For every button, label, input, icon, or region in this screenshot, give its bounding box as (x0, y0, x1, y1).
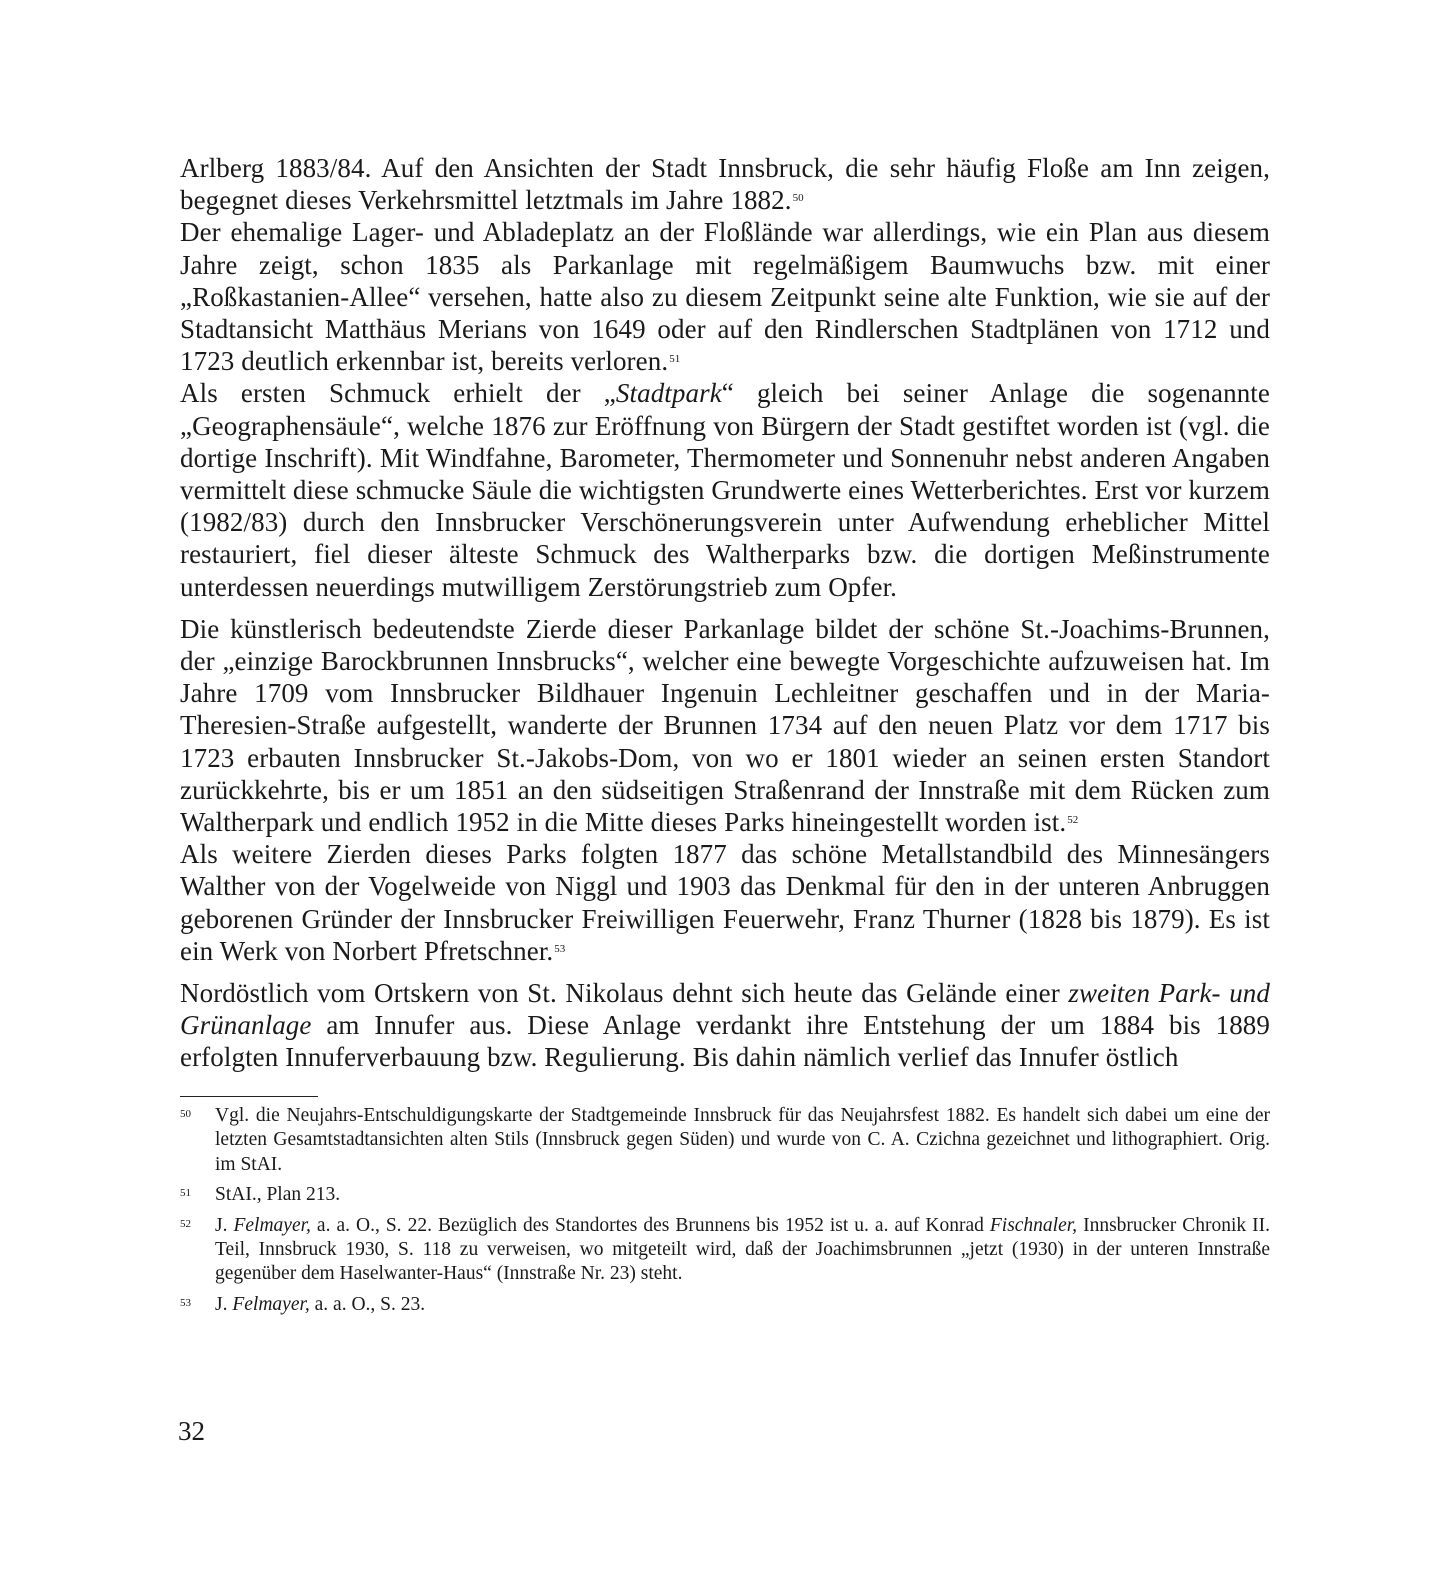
footnote-text: StAI., Plan 213. (215, 1184, 341, 1206)
paragraph-1-text-d: “ gleich bei seiner Anlage die sogenannte „Geographensäule“, welche 1876 zur Eröffnung von Bürgern der Stadt gestiftet worden ist (vgl. die dortige Inschrift). Mit Windfahne, Barometer, Thermometer und Sonnenuhr nebst anderen Angaben vermittelt diese schmucke Säule die wichtigsten Grundwerte eines Wetterberichtes. Erst vor kurzem (1982/83) durch den Innsbrucker Verschönerungsverein unter Aufwendung erheblicher Mittel restauriert, fiel dieser älteste Schmuck des Waltherparks bzw. die dortigen Meßinstrumente unterdessen neuerdings mutwilligem Zerstörungstrieb zum Opfer. (180, 378, 1270, 602)
paragraph-2-text-b: Als weitere Zierden dieses Parks folgten 1877 das schöne Metallstandbild des Minnesängers Walther von der Vogelweide von Niggl und 1903 das Denkmal für den in der unteren Anbruggen geborenen Gründer der Innsbrucker Freiwilligen Feuerwehr, Franz Thurner (1828 bis 1879). Es ist ein Werk von Norbert Pfretschner. (180, 839, 1270, 966)
footnote-text-c: Innsbrucker Chronik II. Teil, Innsbruck 1930, S. 118 zu verweisen, wo mitgeteilt wird, daß der Joachimsbrunnen „jetzt (1930) in der unteren Innstraße gegenüber dem Haselwanter-Haus“ (Innstraße Nr. 23) steht. (215, 1214, 1270, 1285)
footnote-text-a: J. (215, 1214, 234, 1236)
paragraph-2 (180, 613, 1270, 967)
footnote-text: Vgl. die Neujahrs-Entschuldigungskarte der Stadtgemeinde Innsbruck für das Neujahrsfest 1882. Es handelt sich dabei um eine der letzten Gesamtstadtansichten alten Stils (Innsbruck gegen Süden) und wurde von C. A. Czichna gezeichnet und lithographiert. Orig. im StAI. (215, 1105, 1270, 1175)
author-name: Fischnaler, (989, 1214, 1078, 1236)
paragraph-1-text-b: Der ehemalige Lager- und Abladeplatz an der Floßlände war allerdings, wie ein Plan aus diesem Jahre zeigt, schon 1835 als Parkanlage mit regelmäßigem Baumwuchs bzw. mit einer „Roßkastanien-Allee“ versehen, hatte also zu diesem Zeitpunkt seine alte Funktion, wie sie auf der Stadtansicht Matthäus Merians von 1649 oder auf den Rindlerschen Stadtplänen von 1712 und 1723 deutlich erkennbar ist, bereits verloren. (180, 217, 1270, 377)
footnote-text (215, 1293, 1270, 1317)
footnote-50 (180, 1104, 1270, 1177)
footnote-ref-53: 53 (554, 942, 566, 955)
footnote-ref-52: 52 (1067, 814, 1079, 827)
footnote-51 (180, 1183, 1270, 1207)
park-emphasis: zweiten Park- und Grünanlage (180, 978, 1270, 1041)
paragraph-3-text-a: Nordöstlich vom Ortskern von St. Nikolaus dehnt sich heute das Gelände einer (180, 978, 1069, 1009)
stadtpark-emphasis: Stadtpark (615, 378, 722, 409)
footnotes (180, 1104, 1270, 1323)
paragraph-1 (180, 152, 1270, 603)
paragraph-3-text-b: am Innufer aus. Diese Anlage verdankt ihre Entstehung der um 1884 bis 1889 erfolgten Innuferverbauung bzw. Regulierung. Bis dahin nämlich verlief das Innufer östlich (180, 1010, 1270, 1073)
paragraph-2-text-a: Die künstlerisch bedeutendste Zierde dieser Parkanlage bildet der schöne St.-Joachims-Brunnen, der „einzige Barockbrunnen Innsbrucks“, welcher eine bewegte Vorgeschichte aufzuweisen hat. Im Jahre 1709 vom Innsbrucker Bildhauer Ingenuin Lechleitner geschaffen und in der Maria-Theresien-Straße aufgestellt, wanderte der Brunnen 1734 auf den neuen Platz vor dem 1717 bis 1723 erbauten Innsbrucker St.-Jakobs-Dom, von wo er 1801 wieder an seinen ersten Standort zurückkehrte, bis er um 1851 an den südseitigen Straßenrand der Innstraße mit dem Rücken zum Waltherpark und endlich 1952 in die Mitte dieses Parks hineingestellt worden ist. (180, 613, 1270, 838)
footnote-ref-51: 51 (669, 353, 681, 366)
footnote-number: 51 (180, 1187, 191, 1200)
paragraph-1-text-c: Als ersten Schmuck erhielt der „ (180, 378, 616, 409)
footnote-52 (180, 1214, 1270, 1287)
footnote-text-b: a. a. O., S. 22. Bezüglich des Standortes des Brunnens bis 1952 ist u. a. auf Konrad (310, 1214, 990, 1236)
page-number: 32 (178, 1416, 205, 1446)
footnote-text (215, 1214, 1270, 1287)
paragraph-3 (180, 977, 1270, 1074)
body-text (180, 152, 1270, 1074)
author-name: Felmayer, (233, 1214, 311, 1236)
footnote-number: 50 (180, 1108, 191, 1120)
footnote-number: 53 (180, 1296, 191, 1309)
footnote-ref-50: 50 (792, 192, 804, 205)
author-name: Felmayer, (232, 1293, 310, 1315)
footnote-53 (180, 1293, 1270, 1317)
footnote-text-b: a. a. O., S. 23. (309, 1293, 426, 1315)
footnote-divider (180, 1096, 318, 1097)
paragraph-1-text-a: Arlberg 1883/84. Auf den Ansichten der Stadt Innsbruck, die sehr häufig Floße am Inn zeigen, begegnet dieses Verkehrsmittel letztmals im Jahre 1882. (180, 153, 1270, 216)
footnote-text-a: J. (215, 1293, 233, 1315)
footnote-number: 52 (180, 1217, 191, 1230)
